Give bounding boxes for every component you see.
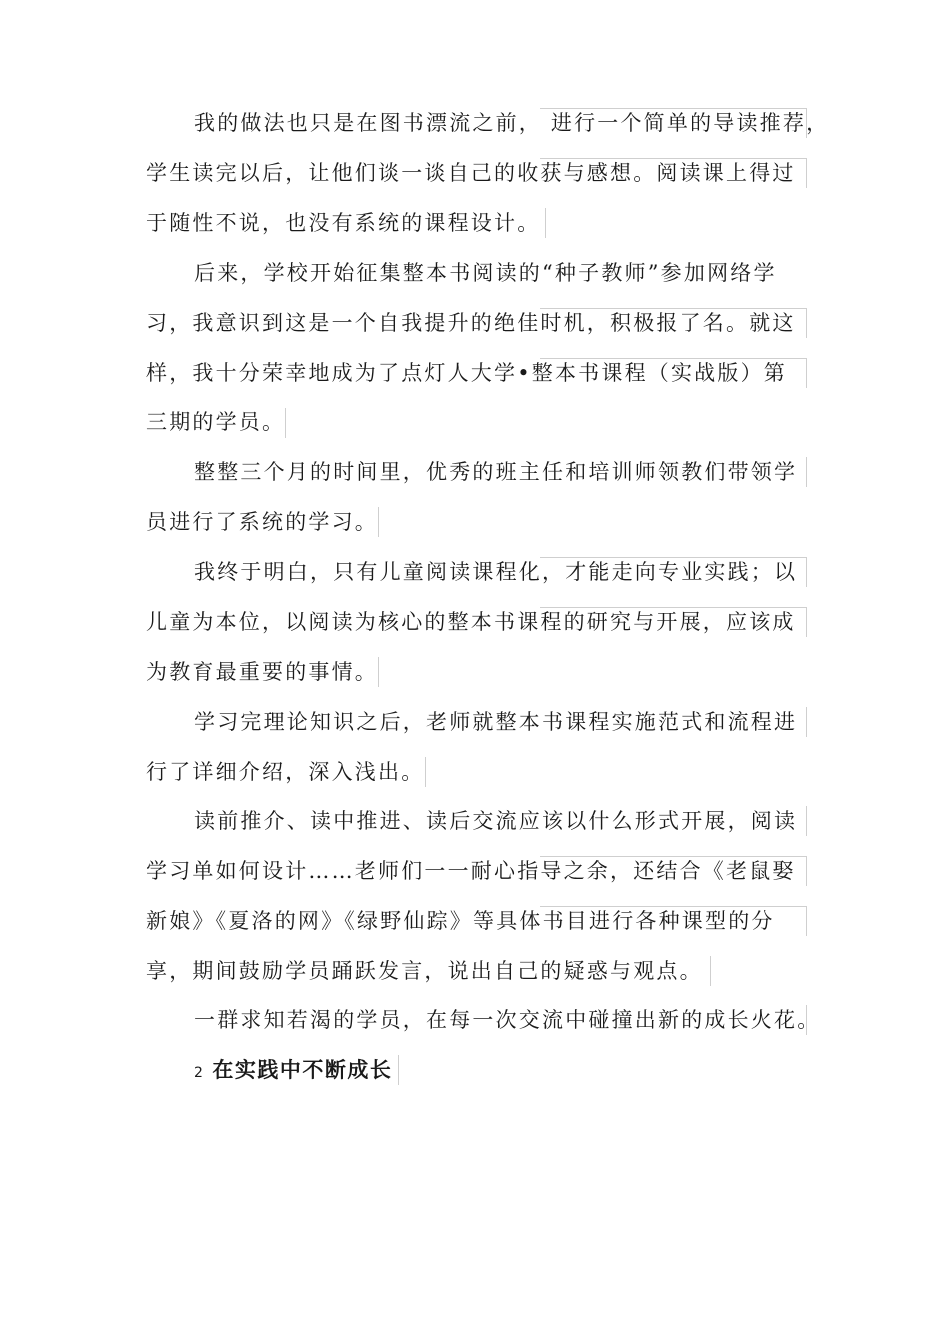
table-rule <box>806 158 807 188</box>
paragraph-line: 学生读完以后，让他们谈一谈自己的收获与感想。阅读课上得过 <box>146 161 796 185</box>
table-rule <box>378 507 379 537</box>
table-rule <box>806 557 807 587</box>
section-heading-text: 在实践中不断成长 <box>212 1058 393 1082</box>
table-rule <box>806 707 807 737</box>
table-rule <box>710 956 711 986</box>
table-rule <box>806 358 807 388</box>
paragraph-line: 儿童为本位，以阅读为核心的整本书课程的研究与开展，应该成 <box>146 610 796 634</box>
section-number: 2 <box>194 1065 205 1081</box>
paragraph-line: 后来，学校开始征集整本书阅读的“种子教师”参加网络学 <box>194 261 777 285</box>
paragraph-line: 三期的学员。 <box>146 410 286 434</box>
table-rule <box>806 856 807 886</box>
paragraph-line: 享，期间鼓励学员踊跃发言，说出自己的疑惑与观点。 <box>146 959 703 983</box>
table-rule <box>806 806 807 836</box>
paragraph-line: 于随性不说，也没有系统的课程设计。 <box>146 211 541 235</box>
paragraph-line: 我终于明白，只有儿童阅读课程化，才能走向专业实践；以 <box>194 560 798 584</box>
paragraph-line: 习，我意识到这是一个自我提升的绝佳时机，积极报了名。就这 <box>146 311 796 335</box>
table-rule <box>806 308 807 338</box>
paragraph-line: 一群求知若渴的学员，在每一次交流中碰撞出新的成长火花。 <box>194 1008 821 1032</box>
paragraph-line: 为教育最重要的事情。 <box>146 660 378 684</box>
table-rule <box>398 1055 399 1085</box>
table-rule <box>545 208 546 238</box>
paragraph-line: 整整三个月的时间里，优秀的班主任和培训师领教们带领学 <box>194 460 798 484</box>
paragraph-line: 我的做法也只是在图书漂流之前， 进行一个简单的导读推荐， <box>194 111 830 135</box>
paragraph-line: 样，我十分荣幸地成为了点灯人大学•整本书课程（实战版）第 <box>146 361 787 385</box>
paragraph-line: 读前推介、读中推进、读后交流应该以什么形式开展，阅读 <box>194 809 798 833</box>
paragraph-line: 新娘》《夏洛的网》《绿野仙踪》等具体书目进行各种课型的分 <box>146 909 775 933</box>
table-rule <box>806 607 807 637</box>
paragraph-line: 学习单如何设计……老师们一一耐心指导之余，还结合《老鼠娶 <box>146 859 796 883</box>
paragraph-line: 学习完理论知识之后，老师就整本书课程实施范式和流程进 <box>194 710 798 734</box>
paragraph-line: 员进行了系统的学习。 <box>146 510 378 534</box>
paragraph-line: 行了详细介绍，深入浅出。 <box>146 760 425 784</box>
section-heading <box>194 1054 392 1086</box>
table-rule <box>378 657 379 687</box>
table-rule <box>425 757 426 787</box>
table-rule <box>806 906 807 936</box>
table-rule <box>806 457 807 487</box>
